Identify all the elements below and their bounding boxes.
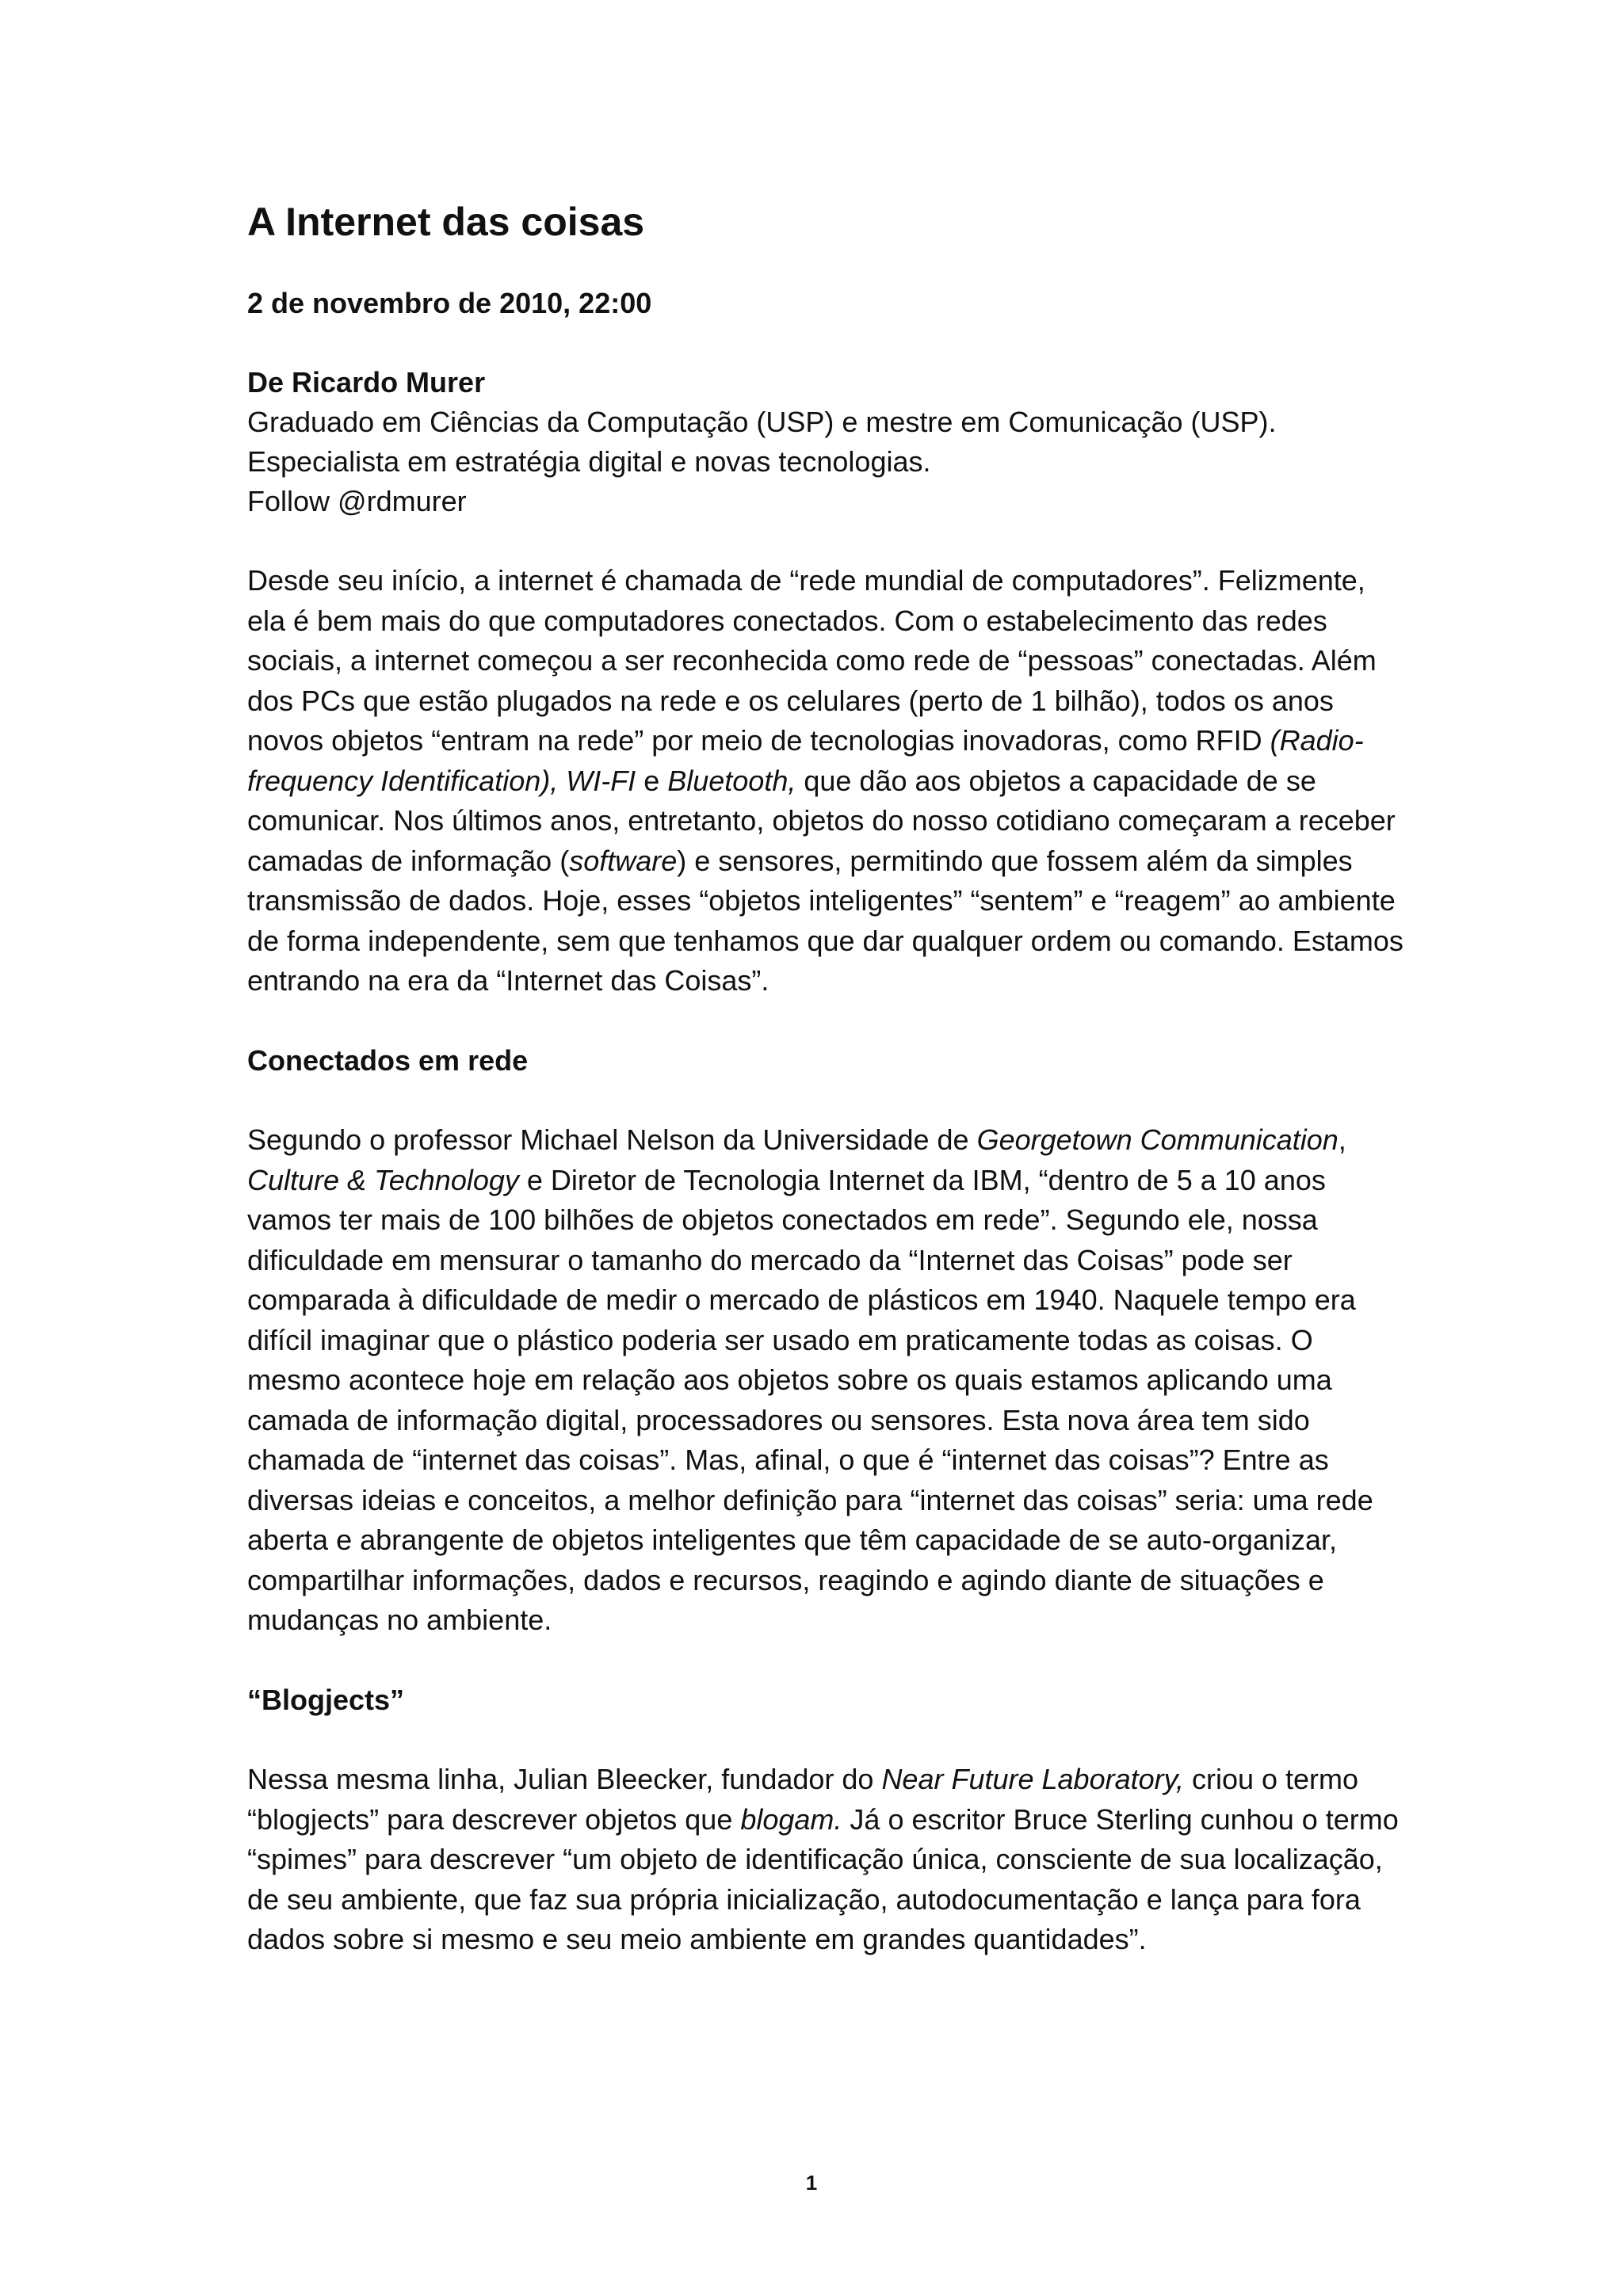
author-bio-line-2: Especialista em estratégia digital e novas tecnologias.	[247, 445, 931, 479]
intro-italic-2: Bluetooth,	[667, 764, 796, 797]
intro-text-2: e	[636, 764, 668, 797]
intro-italic-1: (Radio-frequency Identification), WI-FI	[247, 724, 1364, 797]
section-heading-blogjects: “Blogjects”	[247, 1683, 405, 1716]
section1-text-3: e Diretor de Tecnologia Internet da IBM, “dentro de 5 a 10 anos vamos ter mais de 100 bilhões de objetos conectados em rede”. Segundo ele, nossa dificuldade em mensurar o tamanho do mercado da “Internet das Coisas” pode ser comparada à dificuldade de medir o mercado de plásticos em 1940. Naquele tempo era difícil imaginar que o plástico poderia ser usado em praticamente todas as coisas. O mesmo acontece hoje em relação aos objetos sobre os quais estamos aplicando uma camada de informação digital, processadores ou sensores. Esta nova área tem sido chamada de “internet das coisas”. Mas, afinal, o que é “internet das coisas”? Entre as diversas ideias e conceitos, a melhor definição para “internet das coisas” seria: uma rede aberta e abrangente de objetos inteligentes que têm capacidade de se auto-organizar, compartilhar informações, dados e recursos, reagindo e agindo diante de situações e mudanças no ambiente.	[247, 1163, 1373, 1637]
author-follow: Follow @rdmurer	[247, 485, 467, 518]
document-title: A Internet das coisas	[247, 200, 645, 244]
author-block	[247, 363, 1404, 521]
section2-text-1: Nessa mesma linha, Julian Bleecker, fundador do	[247, 1763, 882, 1796]
section1-italic-2: Culture & Technology	[247, 1163, 519, 1196]
section1-text-1: Segundo o professor Michael Nelson da Universidade de	[247, 1123, 977, 1157]
section-heading-conectados: Conectados em rede	[247, 1043, 529, 1077]
intro-text-1: Desde seu início, a internet é chamada de “rede mundial de computadores”. Felizmente, ela é bem mais do que computadores conectados. Com o estabelecimento das redes sociais, a internet começou a ser reconhecida como rede de “pessoas” conectadas. Além dos PCs que estão plugados na rede e os celulares (perto de 1 bilhão), todos os anos novos objetos “entram na rede” por meio de tecnologias inovadoras, como RFID	[247, 564, 1377, 757]
intro-italic-3: software	[569, 844, 678, 877]
intro-text-3: que dão aos objetos a capacidade de se comunicar. Nos últimos anos, entretanto, objetos do nosso cotidiano começaram a receber camadas de informação (	[247, 764, 1396, 877]
section-blogjects-paragraph	[247, 1760, 1404, 1960]
document-page	[247, 198, 1404, 2000]
intro-text-4: ) e sensores, permitindo que fossem além da simples transmissão de dados. Hoje, esses “objetos inteligentes” “sentem” e “reagem” ao ambiente de forma independente, sem que tenhamos que dar qualquer ordem ou comando. Estamos entrando na era da “Internet das Coisas”.	[247, 844, 1403, 997]
section2-text-2: criou o termo “blogjects” para descrever objetos que	[247, 1763, 1359, 1836]
section1-text-2: ,	[1338, 1123, 1346, 1157]
page-number: 1	[805, 2171, 818, 2195]
section2-italic-1: Near Future Laboratory,	[881, 1763, 1184, 1796]
publication-date: 2 de novembro de 2010, 22:00	[247, 287, 652, 319]
author-bio-line-1: Graduado em Ciências da Computação (USP) e mestre em Comunicação (USP).	[247, 406, 1277, 439]
section1-italic-1: Georgetown Communication	[976, 1123, 1338, 1157]
intro-paragraph	[247, 561, 1404, 1001]
section2-italic-2: blogam.	[740, 1802, 842, 1836]
author-name: De Ricardo Murer	[247, 366, 486, 399]
section-conectados-paragraph	[247, 1120, 1404, 1641]
section2-text-3: Já o escritor Bruce Sterling cunhou o termo “spimes” para descrever “um objeto de identificação única, consciente de sua localização, de seu ambiente, que faz sua própria inicialização, autodocumentação e lança para fora dados sobre si mesmo e seu meio ambiente em grandes quantidades”.	[247, 1802, 1399, 1956]
